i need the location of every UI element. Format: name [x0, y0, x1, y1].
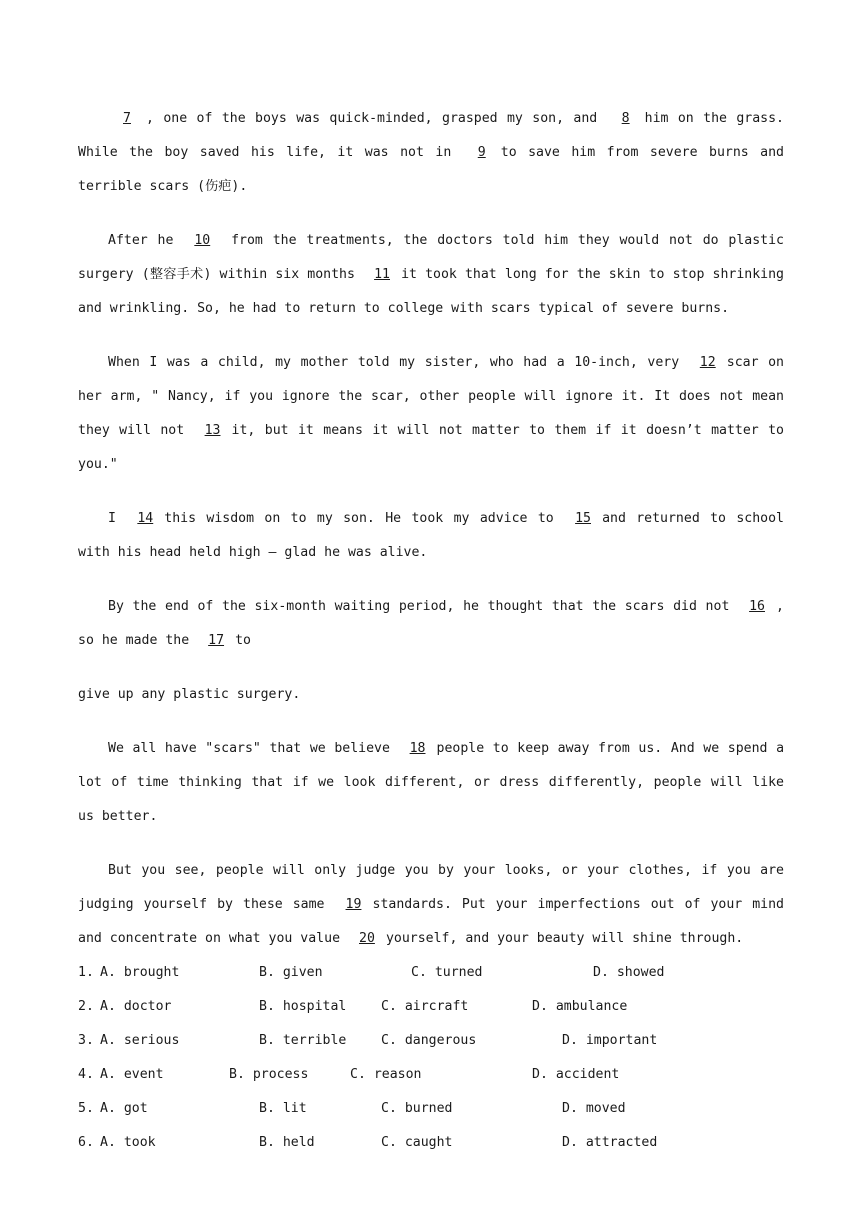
- option-a: A. serious: [100, 1033, 180, 1048]
- option-d: D. attracted: [562, 1135, 658, 1150]
- passage-text: , one of the boys was quick-minded, grasped my son, and: [146, 111, 607, 126]
- option-row: [78, 956, 784, 990]
- passage-text: But you see, people will only judge you by your looks, or your clothes, if you are judging yourself by these same: [78, 863, 784, 912]
- passage-paragraph: [78, 854, 784, 956]
- blank-number: 14: [137, 511, 154, 526]
- option-d: D. accident: [532, 1067, 620, 1082]
- option-b: B. held: [259, 1135, 315, 1150]
- option-d: D. important: [562, 1033, 658, 1048]
- passage-text: give up any plastic surgery.: [78, 687, 301, 702]
- chinese-gloss: 伤疤: [205, 179, 232, 194]
- option-c: C. aircraft: [381, 999, 469, 1014]
- option-b: B. terrible: [259, 1033, 347, 1048]
- passage-text: to: [235, 633, 251, 648]
- passage-paragraph: [78, 678, 784, 712]
- chinese-gloss: 整容手术: [149, 267, 204, 282]
- option-a: A. took: [100, 1135, 156, 1150]
- passage-text: it, but it means it will not matter to them if it doesn’t matter to you.": [78, 423, 784, 472]
- passage-text: By the end of the six-month waiting period, he thought that the scars did not: [108, 599, 739, 614]
- option-c: C. caught: [381, 1135, 453, 1150]
- passage-text: standards. Put your imperfections out of your mind and concentrate on what you value: [78, 897, 784, 946]
- question-number: 1.: [78, 965, 94, 980]
- option-b: B. given: [259, 965, 323, 980]
- option-a: A. got: [100, 1101, 148, 1116]
- passage-text: scar on her arm, " Nancy, if you ignore the scar, other people will ignore it. It does not mean they will not: [78, 355, 784, 438]
- blank-number: 12: [699, 355, 716, 370]
- blank-number: 10: [194, 233, 211, 248]
- passage-paragraph: [78, 502, 784, 570]
- question-number: 2.: [78, 999, 94, 1014]
- option-row: [78, 1092, 784, 1126]
- option-d: D. showed: [593, 965, 665, 980]
- passage-text: it took that long for the skin to stop shrinking and wrinkling. So, he had to return to college with scars typical of severe burns.: [78, 267, 784, 316]
- question-number: 6.: [78, 1135, 94, 1150]
- passage-text: him on the grass. While the boy saved his life, it was not in: [78, 111, 784, 160]
- passage-text: ) within six months: [203, 267, 364, 282]
- option-b: B. hospital: [259, 999, 347, 1014]
- option-a: A. brought: [100, 965, 180, 980]
- passage-text: When I was a child, my mother told my sister, who had a 10-inch, very: [108, 355, 689, 370]
- passage-text: to save him from severe burns and terrible scars (: [78, 145, 784, 194]
- passage-paragraph: [78, 590, 784, 658]
- cloze-passage: [78, 102, 784, 956]
- passage-text: yourself, and your beauty will shine through.: [385, 931, 744, 946]
- document-page: [78, 102, 784, 1160]
- blank-number: 7: [123, 111, 131, 126]
- blank-number: 9: [477, 145, 486, 160]
- blank-number: 11: [374, 267, 390, 282]
- passage-text: , so he made the: [78, 599, 784, 648]
- option-c: C. reason: [350, 1067, 422, 1082]
- blank-number: 17: [208, 633, 225, 648]
- passage-paragraph: [78, 102, 784, 204]
- passage-text: ).: [231, 179, 248, 194]
- option-row: [78, 1024, 784, 1058]
- blank-number: 16: [749, 599, 765, 614]
- passage-text: and returned to school with his head held high — glad he was alive.: [78, 511, 784, 560]
- option-c: C. burned: [381, 1101, 453, 1116]
- passage-text: people to keep away from us. And we spend a lot of time thinking that if we look different, or dress differently, people will like us better.: [78, 741, 785, 824]
- option-b: B. process: [229, 1067, 309, 1082]
- blank-number: 19: [345, 897, 362, 912]
- blank-number: 15: [575, 511, 591, 526]
- question-number: 4.: [78, 1067, 94, 1082]
- option-c: C. turned: [411, 965, 483, 980]
- blank-number: 8: [621, 111, 630, 126]
- option-c: C. dangerous: [381, 1033, 477, 1048]
- option-d: D. ambulance: [532, 999, 628, 1014]
- passage-paragraph: [78, 732, 784, 834]
- option-b: B. lit: [259, 1101, 307, 1116]
- option-row: [78, 1058, 784, 1092]
- option-a: A. event: [100, 1067, 164, 1082]
- question-number: 3.: [78, 1033, 94, 1048]
- answer-options: [78, 956, 784, 1160]
- passage-text: After he: [108, 233, 184, 248]
- blank-number: 13: [204, 423, 221, 438]
- question-number: 5.: [78, 1101, 94, 1116]
- passage-text: We all have "scars" that we believe: [108, 741, 399, 756]
- passage-paragraph: [78, 224, 784, 326]
- option-a: A. doctor: [100, 999, 172, 1014]
- option-row: [78, 990, 784, 1024]
- passage-text: from the treatments, the doctors told him they would not do plastic surgery (: [78, 233, 784, 282]
- passage-text: I: [108, 511, 127, 526]
- blank-number: 18: [409, 741, 426, 756]
- passage-text: this wisdom on to my son. He took my advice to: [164, 511, 565, 526]
- option-d: D. moved: [562, 1101, 626, 1116]
- blank-number: 20: [359, 931, 375, 946]
- option-row: [78, 1126, 784, 1160]
- passage-paragraph: [78, 346, 784, 482]
